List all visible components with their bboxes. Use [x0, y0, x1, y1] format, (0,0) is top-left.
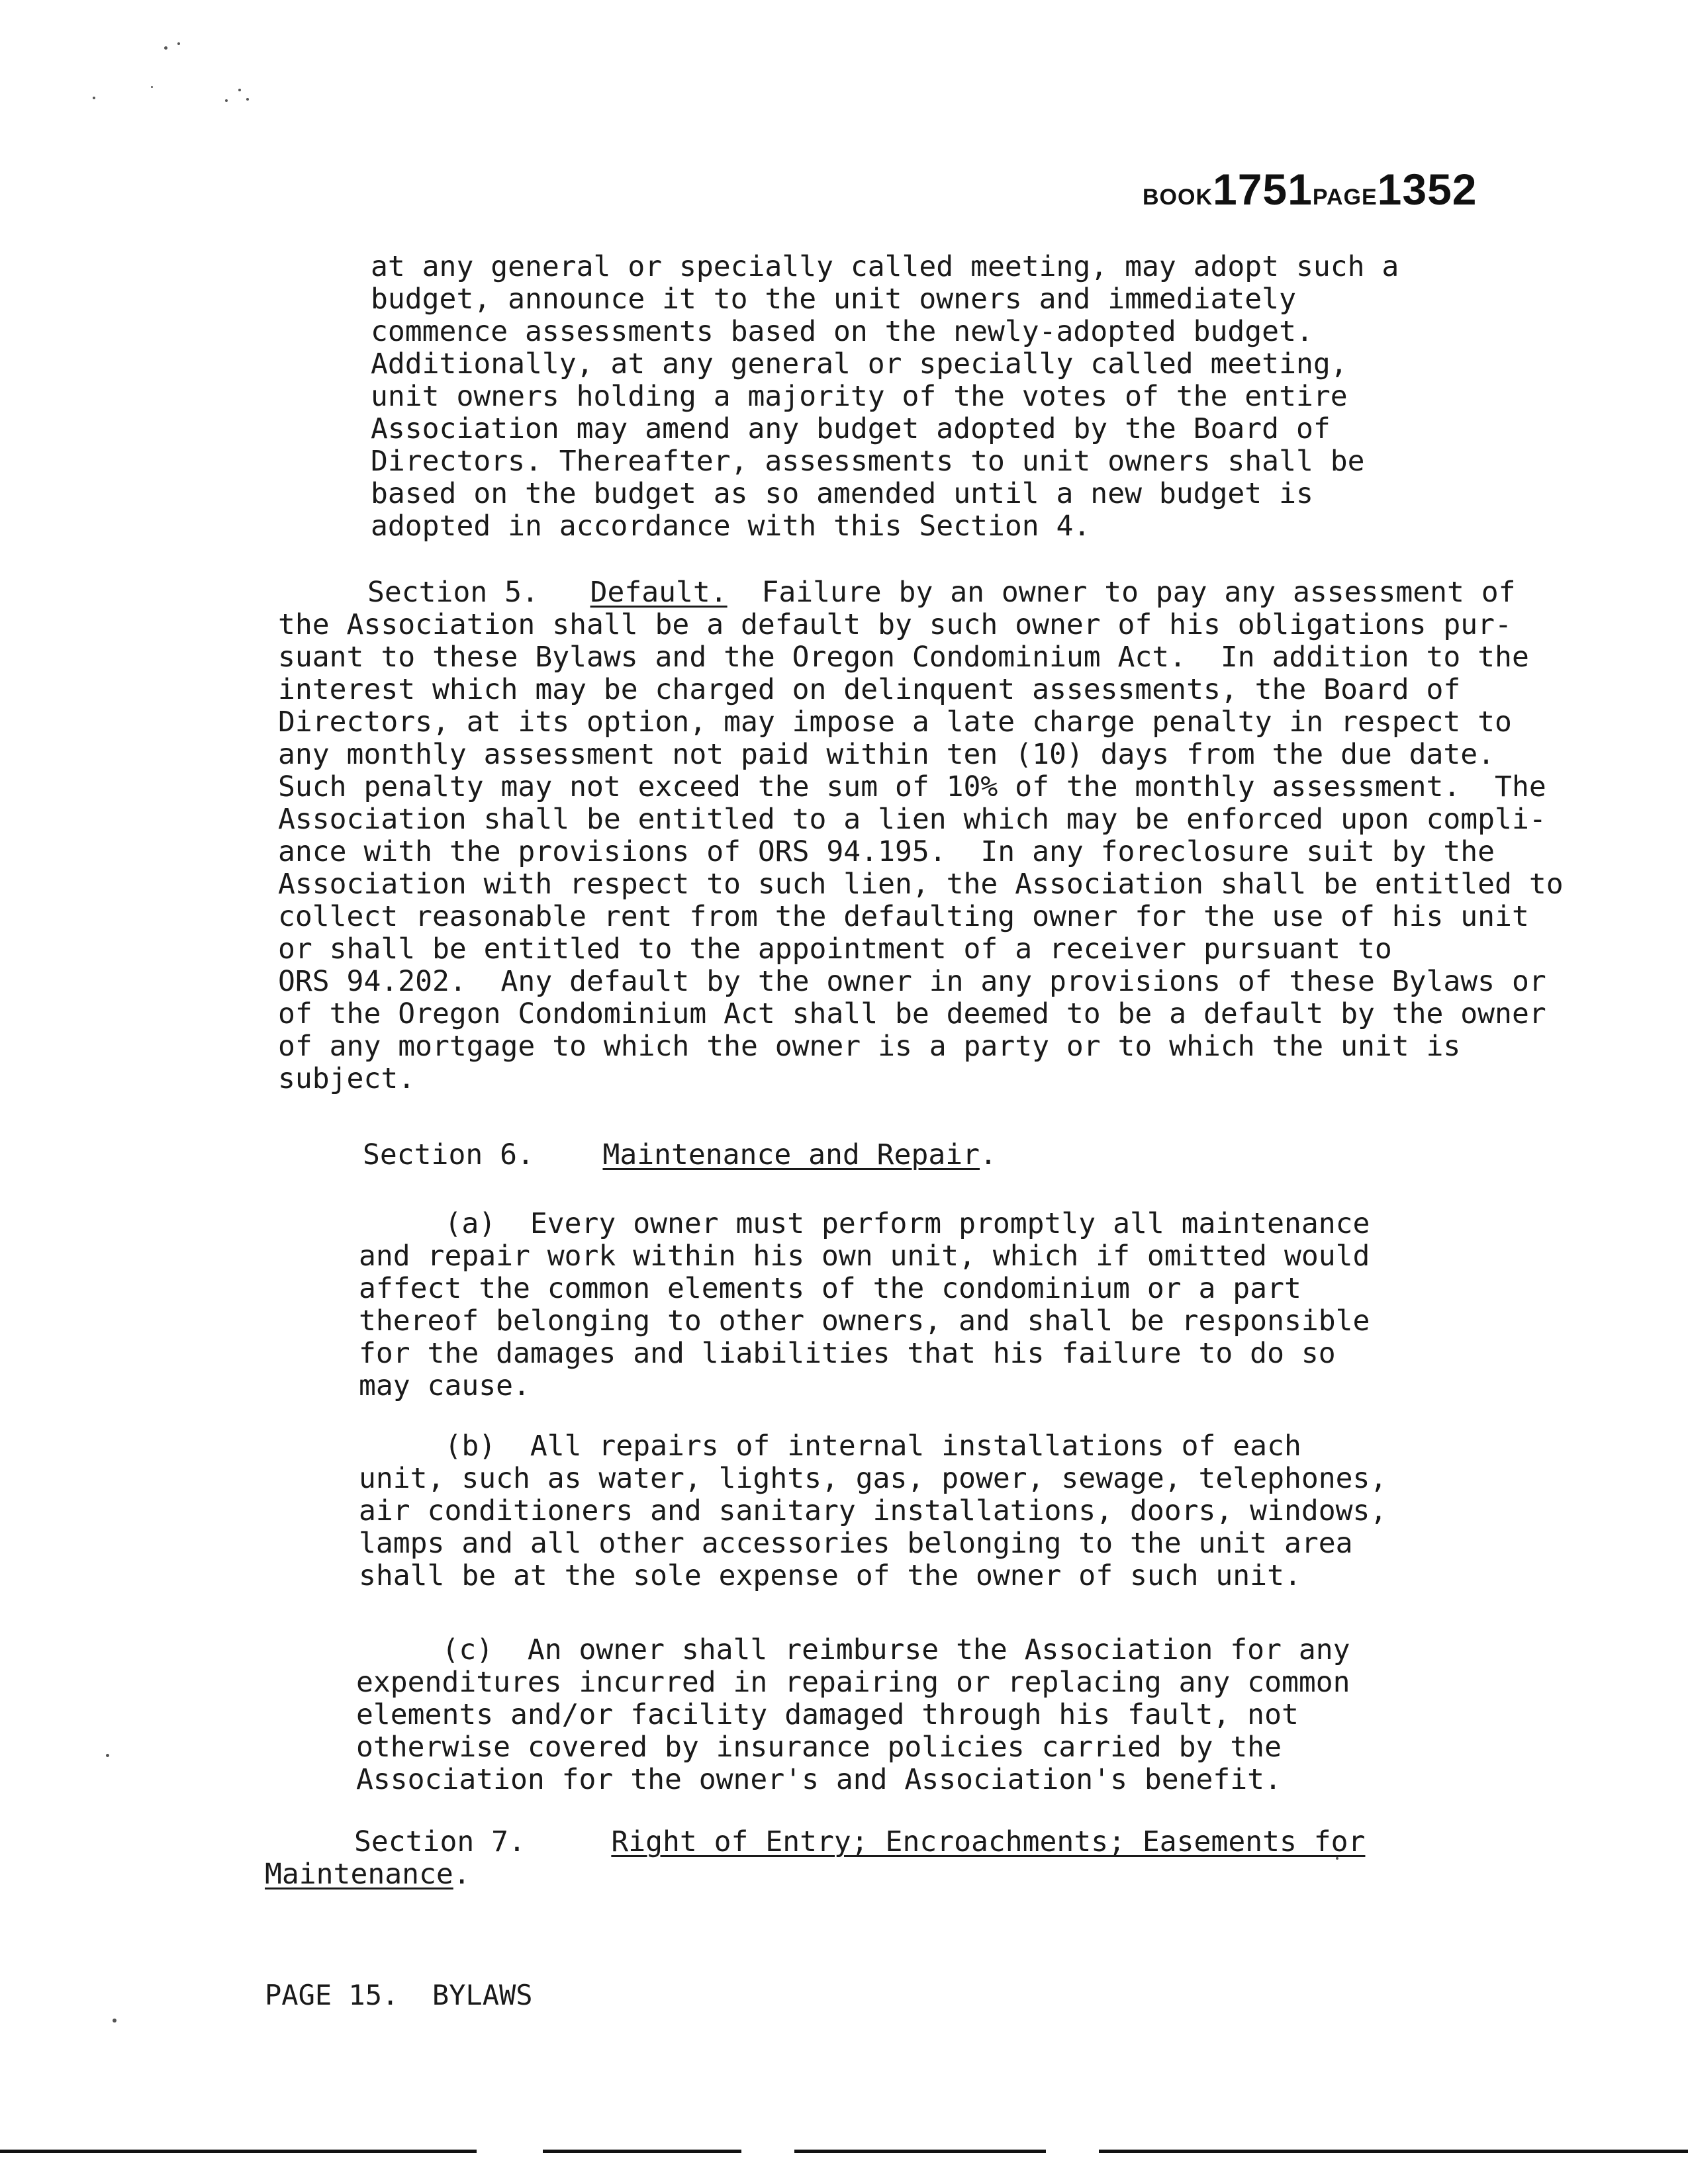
text-line: and repair work within his own unit, which if omitted would [359, 1240, 1370, 1273]
text-line: adopted in accordance with this Section 4. [371, 510, 1091, 543]
text-line: (b) All repairs of internal installations of each [359, 1430, 1301, 1463]
text-line: commence assessments based on the newly-adopted budget. [371, 315, 1313, 348]
text-line: expenditures incurred in repairing or replacing any common [356, 1666, 1350, 1699]
text-line: Directors, at its option, may impose a late charge penalty in respect to [278, 705, 1512, 739]
text-line: air conditioners and sanitary installations, doors, windows, [359, 1494, 1387, 1527]
section-5-label: Section 5. [367, 576, 539, 609]
bottom-scan-rule [0, 2150, 477, 2153]
section-6-label: Section 6. [363, 1138, 534, 1171]
text-line: or shall be entitled to the appointment of a receiver pursuant to [278, 933, 1392, 966]
text-line: affect the common elements of the condominium or a part [359, 1272, 1301, 1305]
section-6-heading: Maintenance and Repair [602, 1138, 980, 1171]
text-line: Additionally, at any general or specially called meeting, [371, 347, 1348, 381]
book-number: 1751 [1213, 165, 1313, 214]
section-5-heading: Default. [590, 576, 727, 609]
bottom-scan-rule [1099, 2150, 1688, 2153]
text-line: Association shall be entitled to a lien which may be enforced upon compli- [278, 803, 1546, 836]
section-7-first-line [265, 1826, 1365, 1858]
section-6-heading-line [363, 1107, 997, 1171]
page-number: 1352 [1377, 165, 1477, 214]
text-line: Such penalty may not exceed the sum of 10% of the monthly assessment. The [278, 770, 1546, 803]
text-line: subject. [278, 1062, 416, 1095]
text-line: Association with respect to such lien, the Association shall be entitled to [278, 868, 1564, 901]
scan-speck [113, 2019, 117, 2023]
scan-speck [151, 86, 153, 88]
text-line: thereof belonging to other owners, and shall be responsible [359, 1304, 1370, 1338]
text-line: shall be at the sole expense of the owner of such unit. [359, 1559, 1301, 1592]
text-line: otherwise covered by insurance policies carried by the [356, 1731, 1282, 1764]
section-5 [278, 544, 1564, 1128]
text-line: Directors. Thereafter, assessments to unit owners shall be [371, 445, 1365, 478]
bottom-scan-rule [794, 2150, 1046, 2153]
section-6-heading-end: . [980, 1138, 997, 1171]
intro-paragraph [371, 218, 1399, 575]
section-7 [265, 1794, 1365, 1923]
text-line: (c) An owner shall reimburse the Association for any [356, 1633, 1350, 1666]
book-page-stamp [1143, 164, 1477, 214]
text-line: (a) Every owner must perform promptly all maintenance [359, 1207, 1370, 1240]
text-line: Association for the owner's and Association's benefit. [356, 1763, 1282, 1796]
scan-speck [246, 98, 249, 101]
scan-speck [225, 99, 228, 102]
book-label: BOOK [1143, 185, 1213, 210]
text-line: elements and/or facility damaged through his fault, not [356, 1698, 1299, 1731]
scan-speck [164, 46, 167, 50]
text-line: any monthly assessment not paid within ten (10) days from the due date. [278, 738, 1495, 771]
section-7-heading-line2: Maintenance [265, 1858, 453, 1891]
page-label: PAGE [1312, 185, 1378, 210]
text-line: for the damages and liabilities that his failure to do so [359, 1337, 1336, 1370]
section-7-second-line [265, 1858, 1365, 1891]
text-line: unit, such as water, lights, gas, power, sewage, telephones, [359, 1462, 1387, 1495]
text-line: ance with the provisions of ORS 94.195. In any foreclosure suit by the [278, 835, 1495, 868]
scan-speck [177, 42, 180, 45]
text-line: collect reasonable rent from the defaulting owner for the use of his unit [278, 900, 1529, 933]
text-line: may cause. [359, 1369, 530, 1402]
section-5-first-line-text: Failure by an owner to pay any assessment of [761, 576, 1516, 609]
section-6-item-a [359, 1175, 1370, 1435]
section-6-item-b [359, 1398, 1387, 1625]
text-line: based on the budget as so amended until a new budget is [371, 477, 1313, 510]
section-5-first-line [278, 576, 1564, 609]
text-line: unit owners holding a majority of the votes of the entire [371, 380, 1348, 413]
text-line: of any mortgage to which the owner is a party or to which the unit is [278, 1030, 1461, 1063]
text-line: ORS 94.202. Any default by the owner in any provisions of these Bylaws or [278, 965, 1546, 998]
text-line: interest which may be charged on delinquent assessments, the Board of [278, 673, 1461, 706]
scan-speck [93, 97, 95, 99]
section-7-heading-end: . [453, 1858, 471, 1891]
text-line: budget, announce it to the unit owners and immediately [371, 283, 1296, 316]
section-7-label: Section 7. [354, 1825, 526, 1858]
text-line: of the Oregon Condominium Act shall be deemed to be a default by the owner [278, 997, 1546, 1030]
scan-speck [238, 89, 241, 91]
text-line: lamps and all other accessories belonging to the unit area [359, 1527, 1353, 1560]
scan-speck [106, 1754, 109, 1757]
text-line: at any general or specially called meeting, may adopt such a [371, 250, 1399, 283]
page-footer: PAGE 15. BYLAWS [265, 1979, 533, 2011]
bottom-scan-rule [543, 2150, 741, 2153]
text-line: suant to these Bylaws and the Oregon Condominium Act. In addition to the [278, 641, 1529, 674]
text-line: the Association shall be a default by such owner of his obligations pur- [278, 608, 1512, 641]
section-7-heading-line1: Right of Entry; Encroachments; Easements for [611, 1825, 1366, 1858]
text-line: Association may amend any budget adopted by the Board of [371, 412, 1331, 445]
